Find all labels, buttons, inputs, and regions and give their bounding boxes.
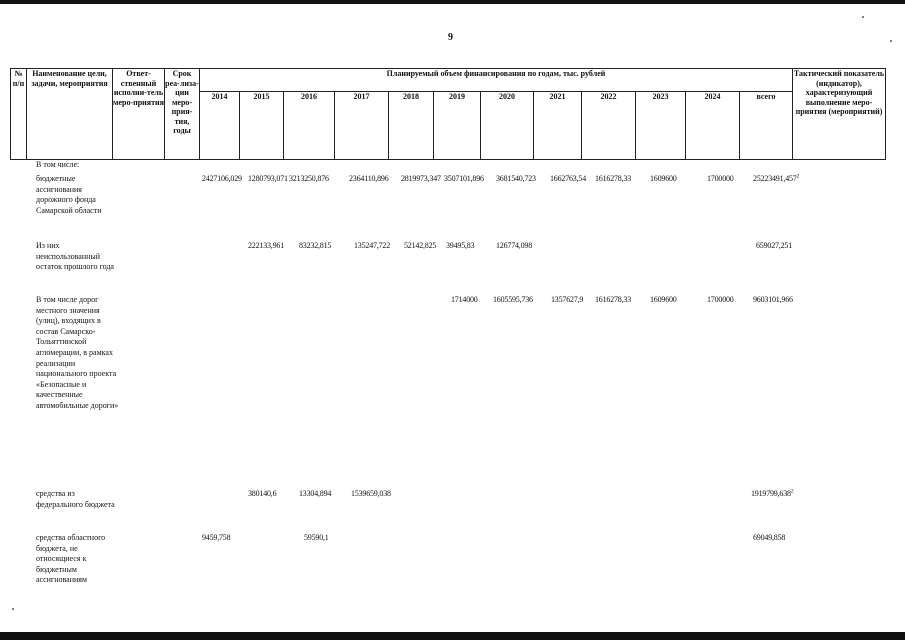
header-funding-title: Планируемый объем финансирования по годам, тыс. рублей — [200, 69, 793, 92]
value-2024: 1700000 — [707, 295, 734, 304]
row-label: Из них неиспользованный остаток прошлого года — [36, 241, 114, 272]
header-year-2017: 2017 — [335, 92, 389, 160]
value-2016: 3213250,876 — [289, 174, 329, 183]
value-total: 69049,858 — [753, 533, 786, 542]
value-2014: 9459,758 — [202, 533, 231, 542]
value-2017: 1539659,038 — [351, 489, 391, 498]
value-2015: 380140,6 — [248, 489, 277, 498]
row-label: В том числе дорог местного значения (улиц), входящих в состав Самарско-Тольяттинской агломерации, в рамках реализации национального проекта «Безопасные и качественные автомобильные дороги» — [36, 295, 119, 410]
value-total: 25223491,457$^2$ — [753, 173, 800, 183]
value-2022: 1616278,33 — [595, 174, 632, 183]
header-year-2021: 2021 — [534, 92, 582, 160]
header-year-2024: 2024 — [686, 92, 740, 160]
value-total: 9603101,966 — [753, 295, 793, 304]
header-year-2019: 2019 — [434, 92, 481, 160]
value-2016: 59590,1 — [304, 533, 329, 542]
value-total: 659027,251 — [756, 241, 793, 250]
table-header — [10, 68, 886, 160]
header-total: всего — [740, 92, 793, 160]
scan-bottom-border — [0, 632, 905, 640]
value-2018: 52142,825 — [404, 241, 437, 250]
value-2019: 39495,83 — [446, 241, 475, 250]
footnote-mark: 2 — [790, 488, 794, 495]
row-label: средства из федерального бюджета — [36, 489, 115, 509]
row-label: бюджетные ассигнования дорожного фонда Самарской области — [36, 174, 102, 215]
value-2016: 13304,894 — [299, 489, 332, 498]
page-number: 9 — [448, 32, 453, 43]
value-2021: 1662763,54 — [550, 174, 587, 183]
header-year-2022: 2022 — [582, 92, 636, 160]
value-2020: 126774,098 — [496, 241, 533, 250]
value-2024: 1700000 — [707, 174, 734, 183]
scan-speck — [862, 16, 864, 18]
header-num: № п/п — [11, 69, 27, 160]
header-year-2015: 2015 — [240, 92, 284, 160]
value-2019: 3507101,896 — [444, 174, 484, 183]
header-name: Наименование цели, задачи, мероприятия — [27, 69, 113, 160]
scan-top-border — [0, 0, 905, 4]
header-indicator: Тактический показатель (индикатор), характеризующий выполнение меро-приятия (мероприятий) — [793, 69, 886, 160]
header-year-2016: 2016 — [284, 92, 335, 160]
header-responsible: Ответ-ственный исполни-тель меро-приятия — [113, 69, 165, 160]
value-2020: 1605595,736 — [493, 295, 533, 304]
value-2023: 1609600 — [650, 174, 677, 183]
value-2020: 3681540,723 — [496, 174, 536, 183]
header-year-2023: 2023 — [636, 92, 686, 160]
header-year-2018: 2018 — [389, 92, 434, 160]
value-2019: 1714000 — [451, 295, 478, 304]
scan-speck — [890, 40, 892, 42]
value-2022: 1616278,33 — [595, 295, 632, 304]
value-2015: 222133,961 — [248, 241, 285, 250]
value-2023: 1609600 — [650, 295, 677, 304]
value-total: 1919799,638$^2$ — [751, 488, 794, 498]
header-year-2020: 2020 — [481, 92, 534, 160]
value-2014: 2427106,029 — [202, 174, 242, 183]
header-term: Срок реа-лиза-ции меро-прия-тия, годы — [165, 69, 200, 160]
value-2021: 1357627,9 — [551, 295, 584, 304]
value-2016: 83232,815 — [299, 241, 332, 250]
footnote-mark: 2 — [796, 173, 800, 180]
scan-speck — [12, 608, 14, 610]
header-year-2014: 2014 — [200, 92, 240, 160]
value-2017: 135247,722 — [354, 241, 391, 250]
value-2015: 1280793,071 — [248, 174, 288, 183]
row-label: средства областного бюджета, не относящиеся к бюджетным ассигнованиям — [36, 533, 106, 585]
value-2018: 2819973,347 — [401, 174, 441, 183]
row-label: В том числе: — [36, 160, 80, 169]
value-2017: 2364110,896 — [349, 174, 389, 183]
